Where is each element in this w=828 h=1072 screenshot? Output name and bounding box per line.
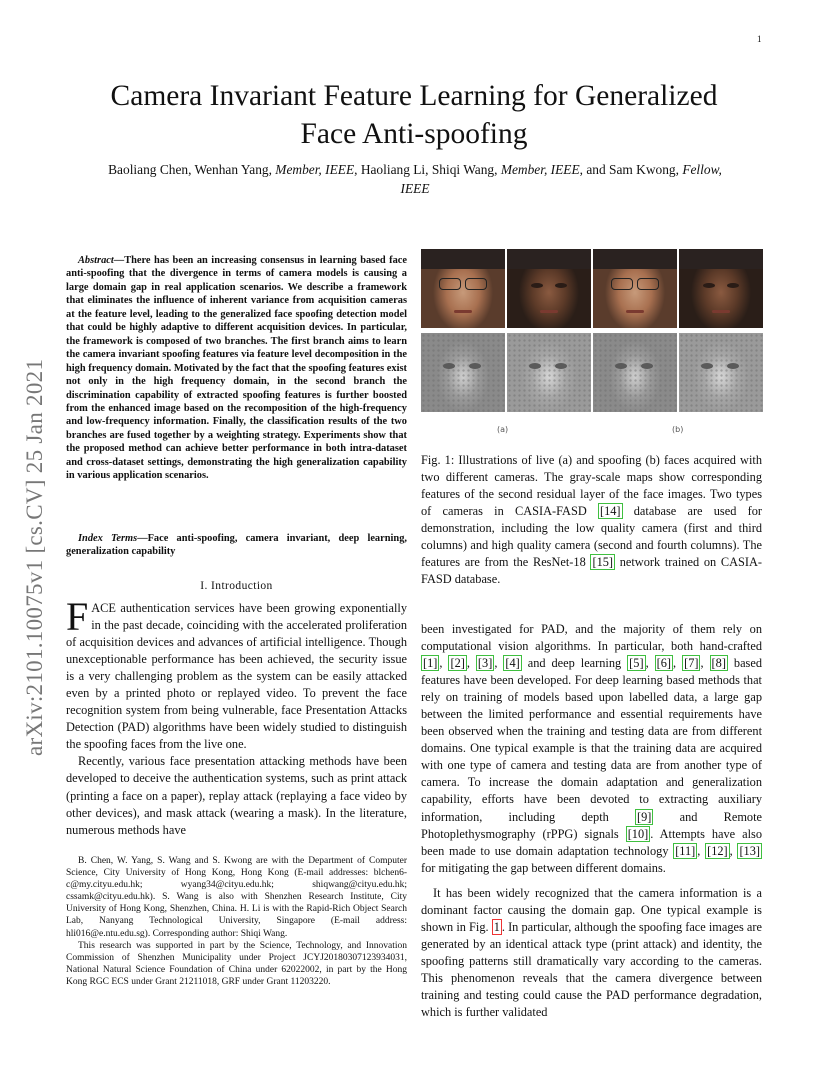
citation-link[interactable]: [1] (423, 656, 438, 671)
intro-paragraph-1 (66, 594, 407, 753)
citation-link[interactable]: [15] (592, 555, 614, 570)
face-image-spoof-high (679, 249, 763, 328)
title-line-1: Camera Invariant Feature Learning for Generalized (110, 80, 718, 112)
author-text: Baoliang Chen, Wenhan Yang, (108, 162, 276, 177)
face-image-spoof-low (593, 249, 677, 328)
author-role: Member, IEEE (500, 162, 580, 177)
citation-link[interactable]: [2] (450, 656, 465, 671)
citation-link[interactable]: [12] (707, 843, 728, 858)
footnote-funding: This research was supported in part by the Science, Technology, and Innovation Commission of Shenzhen Municipality under Project JCYJ20180307123934031, National Natural Science Foundation of China under 62022002, in part by the Hong Kong RGC ECS under Grant 21211018, GRF under Grant 11203220. (66, 940, 407, 987)
index-terms (66, 532, 407, 559)
citation-link[interactable]: [8] (711, 656, 726, 671)
right-column-body (421, 621, 762, 1021)
drop-cap: F (66, 594, 89, 639)
introduction-body (66, 594, 407, 839)
citation-link[interactable]: [6] (656, 656, 672, 671)
body-text: for mitigating the gap between different domains. (421, 860, 666, 875)
footnote (66, 855, 407, 988)
abstract (66, 254, 407, 483)
caption-text: Fig. 1: Illustrations of live (a) and spoofing (b) faces acquired with two different cameras. The gray-scale maps show corresponding features of the second residual layer of the face images. Two types of cameras in CASIA-FASD (421, 453, 762, 519)
right-paragraph-1: been investigated for PAD, and the majority of them rely on computational vision algorithms. In particular, both hand-crafted [1] , [2] , [3] , [4] and deep learning [5] , [6] , [7] , [8] based features have been developed. For deep learning based methods that rely on training of models based upon labelled data, a large gap between the limited performance and essential requirements have been observed when the training and testing data are from different domains. One typical example is that the training data are acquired with one type of camera and testing data are from another type of camera. To increase the domain adaptation and generalization capability, efforts have been devoted to extracting auxiliary information, including depth [9] and Remote Photoplethysmography (rPPG) signals [10] . Attempts have also been made to use domain adaptation technology [11] , [12] , [13] for mitigating the gap between different domains. (421, 622, 763, 875)
figure-label-a: (a) (497, 425, 509, 434)
citation-link[interactable]: [7] (684, 656, 699, 671)
title-line-2: Face Anti-spoofing (300, 118, 528, 150)
feature-map-spoof-high (679, 333, 763, 412)
body-text: . Attempts have also been made to use domain adaptation technology (421, 826, 763, 858)
body-text: and Remote Photoplethysmography (rPPG) signals (421, 809, 763, 841)
index-terms-text: —Face anti-spoofing, camera invariant, deep learning, generalization capability (66, 533, 407, 558)
abstract-text: —There has been an increasing consensus in learning based face anti-spoofing that the divergence in terms of camera models is causing a large domain gap in real application scenarios. We describe a framework that eliminates the influence of inherent variance from acquisition cameras at the feature level, leading to the generalized face spoofing detection model that could be highly adaptive to different acquisition devices. In particular, the framework is composed of two branches. The first branch aims to learn the camera invariant spoofing features via feature level decomposition in the high frequency domain. Motivated by the fact that the spoofing features exist not only in the high frequency domain, in the second branch the discrimination capability of extracted spoofing features is further boosted from the enhanced image based on the recomposition of the high-frequency and low-frequency information. Finally, the classification results of the two branches are fused together by a weighting strategy. Experiments show that the proposed method can achieve better performance in both intra-dataset and cross-dataset settings, demonstrating the high generalization capability in various application scenarios. (66, 255, 407, 482)
face-image-live-high (507, 249, 591, 328)
citation-link[interactable]: [4] (505, 656, 520, 671)
page-number: 1 (757, 34, 762, 44)
footnote-affiliations: B. Chen, W. Yang, S. Wang and S. Kwong are with the Department of Computer Science, City University of Hong Kong, Hong Kong (E-mail addresses: blchen6-c@my.cityu.edu.hk; wyang34@cityu.edu.hk; shiqwang@cityu.edu.hk; cssamk@cityu.edu.hk). S. Wang is also with Shenzhen Research Institute, City University of Hong Kong, Shenzhen, China. H. Li is with the Rapid-Rich Object Search Lab, Nanyang Technological University, Singapore (E-mail address: hli016@e.ntu.edu.sg). Corresponding author: Shiqi Wang. (66, 856, 407, 939)
author-text: , Haoliang Li, Shiqi Wang, (354, 162, 501, 177)
feature-map-live-high (507, 333, 591, 412)
author-role: Fellow, IEEE (400, 162, 722, 196)
figure-1-caption (421, 452, 762, 588)
body-text: It has been widely recognized that the camera information is a dominant factor causing the domain gap. One typical example is shown in Fig. (421, 885, 762, 934)
paper-title (0, 77, 828, 153)
caption-text: network trained on CASIA-FASD database. (421, 555, 762, 587)
index-terms-lead: Index Terms (78, 533, 138, 544)
body-text: . In particular, although the spoofing face images are generated by an identical attack type (print attack) and identity, the spoofing patterns still dramatically vary according to the cameras. This phenomenon reveals that the camera divergence between training and testing could cause the PAD performance degradation, which is further validated (421, 919, 762, 1020)
citation-link[interactable]: [3] (477, 656, 493, 671)
figure-1-image-grid (421, 249, 762, 419)
author-list (95, 160, 735, 198)
citation-link[interactable]: [10] (627, 826, 649, 841)
citation-link[interactable]: [14] (599, 504, 621, 519)
figure-link[interactable]: 1 (493, 919, 500, 934)
citation-link[interactable]: [9] (637, 809, 652, 824)
body-text: based features have been developed. For deep learning based methods that rely on training of models based upon labelled data, a large gap between the limited performance and essential requirements have been observed when the training and testing data are from different domains. One typical example is that the training data are acquired with one type of camera and testing data are from another type of camera. To increase the domain adaptation and generalization capability, efforts have been devoted to extracting auxiliary information, including depth (421, 656, 763, 824)
author-role: Member, IEEE (275, 162, 355, 177)
citation-link[interactable]: [5] (629, 656, 644, 671)
face-image-live-low (421, 249, 505, 328)
body-text: been investigated for PAD, and the majority of them rely on computational vision algorithms. In particular, both hand-crafted (421, 622, 762, 654)
caption-text: database are used for demonstration, including the low quality camera (first and third columns) and high quality camera (second and fourth columns). The features are from the ResNet-18 (421, 504, 762, 570)
citation-link[interactable]: [11] (675, 843, 696, 858)
body-text: and deep learning (521, 656, 628, 671)
feature-map-spoof-low (593, 333, 677, 412)
author-text: , and Sam Kwong, (579, 162, 683, 177)
feature-map-live-low (421, 333, 505, 412)
right-paragraph-2 (421, 885, 762, 1021)
intro-paragraph-2: Recently, various face presentation attacking methods have been developed to deceive the authentication systems, such as print attack (printing a face on a paper), replay attack (replaying a face video by other devices), and mask attack (wearing a mask). In the literature, numerous methods have (66, 754, 407, 837)
section-heading-introduction: I. Introduction (200, 580, 273, 592)
citation-link[interactable]: [13] (739, 843, 761, 858)
abstract-lead: Abstract (78, 255, 114, 266)
figure-label-b: (b) (672, 425, 684, 434)
intro-paragraph-1-text: ACE authentication services have been growing exponentially in the past decade, coinciding with the accelerated proliferation of acquisition devices and advances of artificial intelligence. Though unexceptionable performance has been achieved, the security issue is a very challenging problem as the system can be easily attacked even by a printed photo or replayed video. To prevent the face recognition system from being vulnerable, face Presentation Attacks Detection (PAD) algorithms have been widely studied to distinguish the spoofing faces from the live one. (66, 601, 407, 752)
